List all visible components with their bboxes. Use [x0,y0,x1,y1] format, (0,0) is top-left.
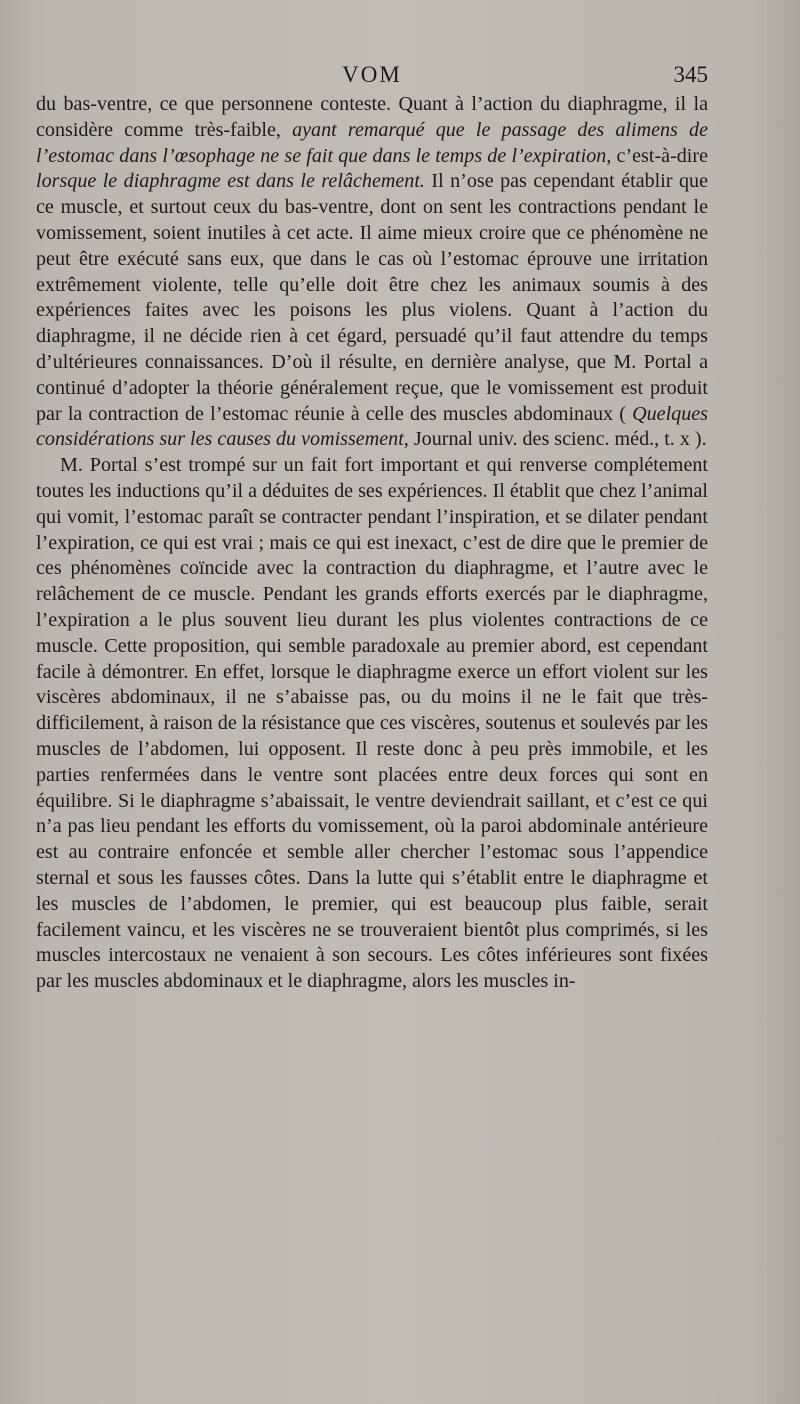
body-text [36,92,708,995]
text-run: du bas-ventre, ce que personnene conteste. Quant à l’action du diaphragme, il la considère comme très-faible, [36,93,708,141]
paragraph-1 [36,92,708,453]
paragraph-2 [36,453,708,995]
italic-run: ayant remarqué que le passage des alimens de l’estomac dans l’œsophage ne se fait que dans le temps de l’expiration [36,118,709,167]
page-header [36,60,708,94]
text-run: , Journal univ. des scienc. méd., t. x ). [403,428,707,451]
running-head: VOM [342,62,402,87]
text-run: M. Portal s’est trompé sur un fait fort important et qui renverse complétement toutes les inductions qu’il a déduites de ses expériences. Il établit que chez l’animal qui vomit, l’estomac paraît se contracter pendant l’inspiration, et se dilater pendant l’expiration, ce qui est vrai ; mais ce qui est inexact, c’est de dire que le premier de ces phénomènes coïncide avec la contraction du diaphragme, et l’autre avec le relâchement de ce muscle. Pendant les grands efforts exercés par le diaphragme, l’expiration a le plus souvent lieu durant les plus violentes contractions de ce muscle. Cette proposition, qui semble paradoxale au premier abord, est cependant facile à démontrer. En effet, lorsque le diaphragme exerce un effort violent sur les viscères abdominaux, il ne s’abaisse pas, ou du moins il ne le fait que très-difficilement, à raison de la résistance que ces viscères, soutenus et soulevés par les muscles de l’abdomen, lui opposent. Il reste donc à peu près immobile, et les parties renfermées dans le ventre sont placées entre deux forces qui sont en équilibre. Si le diaphragme s’abaissait, le ventre deviendrait saillant, et c’est ce qui n’a pas lieu pendant les efforts du vomissement, où la paroi abdominale antérieure est au contraire enfoncée et semble aller chercher l’estomac sous l’appendice sternal et sous les fausses côtes. Dans la lutte qui s’établit entre le diaphragme et les muscles de l’abdomen, le premier, qui est beaucoup plus faible, serait facilement vaincu, et les viscères ne se trouveraient bientôt plus comprimés, si les muscles intercostaux ne venaient à son secours. Les côtes inférieures sont fixées par les muscles abdominaux et le diaphragme, alors les muscles in- [36,454,708,993]
italic-run: Quelques considérations sur les causes du vomissement [36,402,708,451]
page-number: 345 [673,62,708,87]
italic-run: lorsque le diaphragme est dans le relâchement. [36,170,425,193]
text-run: Il n’ose pas cependant établir que ce muscle, et surtout ceux du bas-ventre, dont on sent les contractions pendant le vomissement, soient inutiles à cet acte. Il aime mieux croire que ce phénomène ne peut être exécuté sans eux, que dans le cas où l’estomac éprouve une irritation extrêmement violente, telle qu’elle doit être chez les animaux soumis à des expériences faites avec les poisons les plus violens. Quant à l’action du diaphragme, il ne décide rien à cet égard, persuadé qu’il faut attendre du temps d’ultérieures connaissances. D’où il résulte, en dernière analyse, que M. Portal a continué d’adopter la théorie généralement reçue, que le vomissement est produit par la contraction de l’estomac réunie à celle des muscles abdominaux ( [36,170,708,425]
text-run: , c’est-à-dire [606,144,708,167]
